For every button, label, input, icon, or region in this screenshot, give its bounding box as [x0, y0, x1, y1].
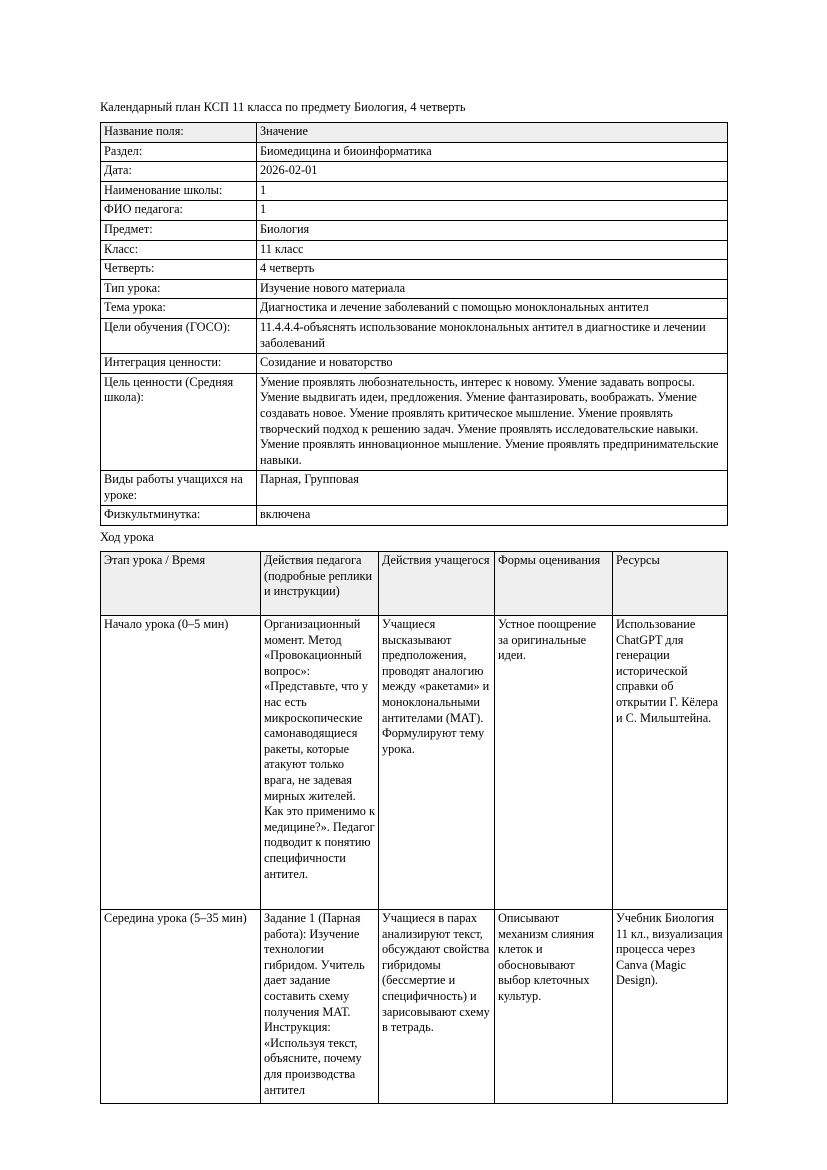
column-header-teacher: Действия педагога (подробные реплики и инструкции) [261, 552, 379, 616]
column-header-stage: Этап урока / Время [101, 552, 261, 616]
field-label: Интеграция ценности: [101, 354, 257, 374]
cell-stage: Начало урока (0–5 мин) [101, 616, 261, 910]
field-value: Биология [257, 220, 728, 240]
cell-student: Учащиеся высказывают предположения, проводят аналогию между «ракетами» и моноклональными антителами (МАТ). Формулируют тему урока. [379, 616, 495, 910]
field-value: 11.4.4.4-объяснять использование моноклональных антител в диагностике и лечении заболеваний [257, 318, 728, 353]
table-row [101, 220, 728, 240]
field-value: Умение проявлять любознательность, интерес к новому. Умение задавать вопросы. Умение выдвигать идеи, предложения. Умение фантазировать, воображать. Умение создавать новое. Умение проявлять критическое мышление. Умение проявлять творческий подход к решению задач. Умение проявлять исследовательские навыки. Умение проявлять инновационное мышление. Умение проявлять предпринимательские навыки. [257, 373, 728, 471]
table-row [101, 299, 728, 319]
table-row [101, 240, 728, 260]
field-label: Тип урока: [101, 279, 257, 299]
field-value: Диагностика и лечение заболеваний с помощью моноклональных антител [257, 299, 728, 319]
field-value: Биомедицина и биоинформатика [257, 142, 728, 162]
field-value: 4 четверть [257, 260, 728, 280]
lesson-info-table [100, 122, 728, 526]
field-label: Физкультминутка: [101, 506, 257, 526]
field-label: ФИО педагога: [101, 201, 257, 221]
field-label: Класс: [101, 240, 257, 260]
table-row [101, 201, 728, 221]
column-header-assessment: Формы оценивания [495, 552, 613, 616]
table-row [101, 506, 728, 526]
table-row [101, 279, 728, 299]
cell-teacher: Организационный момент. Метод «Провокационный вопрос»: «Представьте, что у нас есть микроскопические самонаводящиеся ракеты, которые атакуют только врага, не задевая мирных жителей. Как это применимо к медицине?». Педагог подводит к понятию специфичности антител. [261, 616, 379, 910]
field-label: Виды работы учащихся на уроке: [101, 471, 257, 506]
lesson-info-table-body [101, 123, 728, 526]
table-row [101, 260, 728, 280]
lesson-flow-label: Ход урока [100, 530, 154, 545]
table-header-row [101, 123, 728, 143]
column-header-student: Действия учащегося [379, 552, 495, 616]
table-row [101, 162, 728, 182]
field-value: 11 класс [257, 240, 728, 260]
page-title: Календарный план КСП 11 класса по предмету Биология, 4 четверть [100, 100, 466, 114]
field-value: 2026-02-01 [257, 162, 728, 182]
field-value: Изучение нового материала [257, 279, 728, 299]
header-cell-field: Название поля: [101, 123, 257, 143]
table-header-row [101, 552, 728, 616]
field-label: Раздел: [101, 142, 257, 162]
cell-assessment: Устное поощрение за оригинальные идеи. [495, 616, 613, 910]
field-label: Предмет: [101, 220, 257, 240]
cell-teacher: Задание 1 (Парная работа): Изучение технологии гибридом. Учитель дает задание составить схему получения МАТ. Инструкция: «Используя текст, объясните, почему для производства антител [261, 910, 379, 1104]
column-header-resources: Ресурсы [613, 552, 728, 616]
field-value: Созидание и новаторство [257, 354, 728, 374]
field-label: Цель ценности (Средняя школа): [101, 373, 257, 471]
field-label: Наименование школы: [101, 181, 257, 201]
table-row [101, 181, 728, 201]
cell-stage: Середина урока (5–35 мин) [101, 910, 261, 1104]
field-label: Цели обучения (ГОСО): [101, 318, 257, 353]
field-value: Парная, Групповая [257, 471, 728, 506]
cell-student: Учащиеся в парах анализируют текст, обсуждают свойства гибридомы (бессмертие и специфичность) и зарисовывают схему в тетрадь. [379, 910, 495, 1104]
table-row [101, 471, 728, 506]
lesson-flow-table-head [101, 552, 728, 616]
field-label: Четверть: [101, 260, 257, 280]
table-row [101, 373, 728, 471]
table-row [101, 318, 728, 353]
field-label: Тема урока: [101, 299, 257, 319]
header-cell-value: Значение [257, 123, 728, 143]
field-value: 1 [257, 181, 728, 201]
cell-resources: Использование ChatGPT для генерации исторической справки об открытии Г. Кёлера и С. Мильштейна. [613, 616, 728, 910]
table-row [101, 616, 728, 910]
lesson-flow-table-body [101, 616, 728, 1104]
cell-assessment: Описывают механизм слияния клеток и обосновывают выбор клеточных культур. [495, 910, 613, 1104]
field-value: включена [257, 506, 728, 526]
lesson-flow-table [100, 551, 728, 1104]
table-row [101, 910, 728, 1104]
table-row [101, 142, 728, 162]
table-row [101, 354, 728, 374]
field-value: 1 [257, 201, 728, 221]
cell-resources: Учебник Биология 11 кл., визуализация процесса через Canva (Magic Design). [613, 910, 728, 1104]
field-label: Дата: [101, 162, 257, 182]
